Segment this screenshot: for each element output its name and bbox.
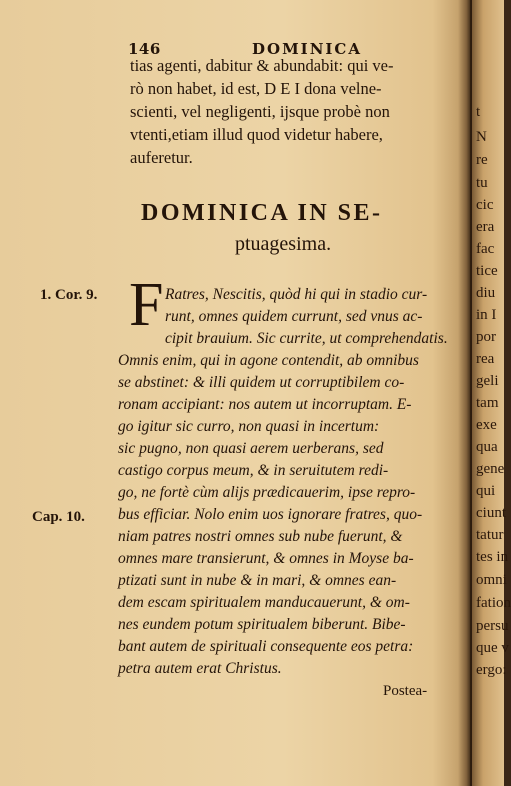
text-line: Omnis enim, qui in agone contendit, ab omnibus (118, 352, 419, 369)
text-line: castigo corpus meum, & in seruitutem redi- (118, 462, 389, 479)
text-line: go igitur sic curro, non quasi in incertum: (118, 418, 380, 435)
facing-page-fragment: tatur (476, 527, 504, 543)
text-line: runt, omnes quidem currunt, sed vnus ac- (165, 308, 423, 325)
text-line: ptizati sunt in nube & in mari, & omnes ean- (118, 572, 397, 589)
facing-page-fragment: re (476, 152, 488, 168)
text-line: sic pugno, non quasi aerem uerberans, sed (118, 440, 384, 457)
facing-page-fragment: omni (476, 572, 507, 588)
drop-cap: F (129, 271, 164, 339)
facing-page-fragment: tice (476, 263, 498, 279)
facing-page-fragment: geli (476, 373, 499, 389)
text-line: vtenti,etiam illud quod videtur habere, (130, 125, 383, 144)
text-line: nes eundem potum spiritualem biberunt. Bibe- (118, 616, 406, 633)
facing-page-fragment: tu (476, 175, 488, 191)
facing-page-fragment: fation (476, 595, 511, 611)
facing-page-fragment: diu (476, 285, 496, 301)
text-line: bus efficiar. Nolo enim uos ignorare fratres, quo- (118, 506, 423, 523)
facing-page-fragment: ciunt (476, 505, 506, 521)
text-line: petra autem erat Christus. (118, 660, 282, 677)
text-line: scienti, vel negligenti, ijsque probè non (130, 102, 390, 121)
text-line: tias agenti, dabitur & abundabit: qui ve- (130, 56, 394, 75)
text-line: ronam accipiant: nos autem ut incorruptam. E- (118, 396, 412, 413)
text-line: auferetur. (130, 148, 193, 167)
facing-page-fragment: era (476, 219, 495, 235)
facing-page-fragment: persu (476, 618, 509, 634)
book-gutter (458, 0, 472, 786)
text-line: dem escam spiritualem manducauerunt, & om- (118, 594, 410, 611)
facing-page-fragment: N (476, 129, 487, 145)
facing-page-fragment: in I (476, 307, 497, 323)
catchword: Postea- (383, 683, 428, 699)
text-line: bant autem de spirituali consequente eos petra: (118, 638, 414, 655)
facing-page-fragment: por (476, 329, 496, 345)
facing-page-fragment: fac (476, 241, 495, 257)
facing-page-fragment: gene (476, 461, 505, 477)
facing-page-fragment: qui (476, 483, 496, 499)
facing-page-fragment: qua (476, 439, 498, 455)
facing-page-fragment: exe (476, 417, 497, 433)
facing-page-fragment: tes in (476, 549, 509, 565)
facing-page-edge (472, 0, 511, 786)
text-line: rò non habet, id est, D E I dona velne- (130, 79, 382, 98)
text-line: cipit brauium. Sic currite, ut comprehendatis. (165, 330, 448, 347)
text-line: omnes mare transierunt, & omnes in Moyse ba- (118, 550, 414, 567)
facing-page-fragment: rea (476, 351, 495, 367)
text-line: niam patres nostri omnes sub nube fuerunt, & (118, 528, 403, 545)
margin-reference: Cap. 10. (32, 509, 85, 525)
facing-page-fragment: tam (476, 395, 499, 411)
facing-page-fragment: cic (476, 197, 494, 213)
page-number: 146 (128, 40, 161, 58)
text-line: Ratres, Nescitis, quòd hi qui in stadio cur- (165, 286, 428, 303)
section-title-continued: ptuagesima. (235, 233, 332, 255)
section-title: DOMINICA IN SE- (141, 200, 383, 226)
text-line: go, ne fortè cùm alijs prædicauerim, ipse repro- (118, 484, 416, 501)
text-line: se abstinet: & illi quidem ut corruptibilem co- (118, 374, 405, 391)
running-title: DOMINICA (252, 40, 362, 58)
facing-page-fragment: t (476, 104, 481, 120)
facing-page-fragment: que v (476, 640, 509, 656)
facing-page-fragment: ergo: (476, 662, 507, 678)
margin-reference: 1. Cor. 9. (40, 287, 98, 303)
